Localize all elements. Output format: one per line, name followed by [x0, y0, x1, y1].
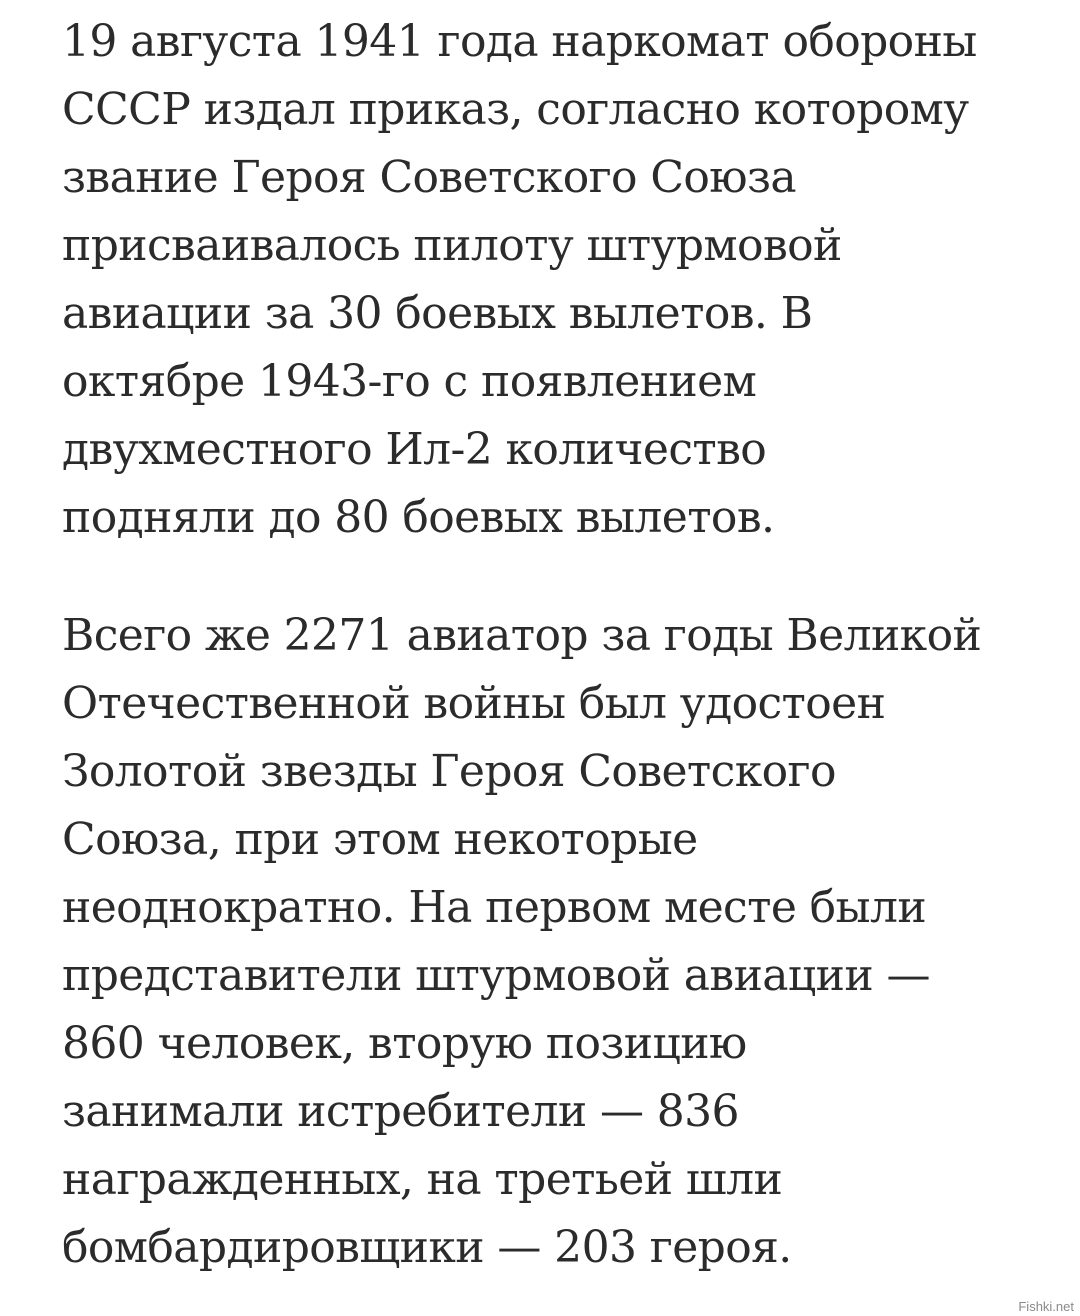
- watermark: Fishki.net: [1018, 1299, 1074, 1314]
- paragraph-line: двухместного Ил-2 количество: [62, 424, 767, 475]
- paragraph-line: 860 человек, вторую позицию: [62, 1018, 747, 1069]
- paragraph-line: присваивалось пилоту штурмовой: [62, 220, 842, 271]
- paragraph-line: занимали истребители — 836: [62, 1086, 739, 1137]
- paragraph-line: Союза, при этом некоторые: [62, 814, 698, 865]
- paragraph-1: [62, 8, 1052, 552]
- paragraph-line: СССР издал приказ, согласно которому: [62, 84, 969, 135]
- paragraph-line: представители штурмовой авиации —: [62, 950, 930, 1001]
- paragraph-line: Отечественной войны был удостоен: [62, 678, 886, 729]
- paragraph-line: 19 августа 1941 года наркомат обороны: [62, 16, 977, 67]
- paragraph-line: награжденных, на третьей шли: [62, 1154, 783, 1205]
- paragraph-line: Всего же 2271 авиатор за годы Великой: [62, 610, 982, 661]
- paragraph-line: Золотой звезды Героя Советского: [62, 746, 836, 797]
- paragraph-line: неоднократно. На первом месте были: [62, 882, 927, 933]
- paragraph-2: [62, 602, 1052, 1282]
- paragraph-line: подняли до 80 боевых вылетов.: [62, 492, 775, 543]
- paragraph-line: бомбардировщики — 203 героя.: [62, 1222, 792, 1273]
- article-body: [62, 8, 1052, 1282]
- paragraph-line: авиации за 30 боевых вылетов. В: [62, 288, 813, 339]
- paragraph-line: звание Героя Советского Союза: [62, 152, 797, 203]
- paragraph-line: октябре 1943-го с появлением: [62, 356, 757, 407]
- paragraph-spacer: [62, 552, 1052, 602]
